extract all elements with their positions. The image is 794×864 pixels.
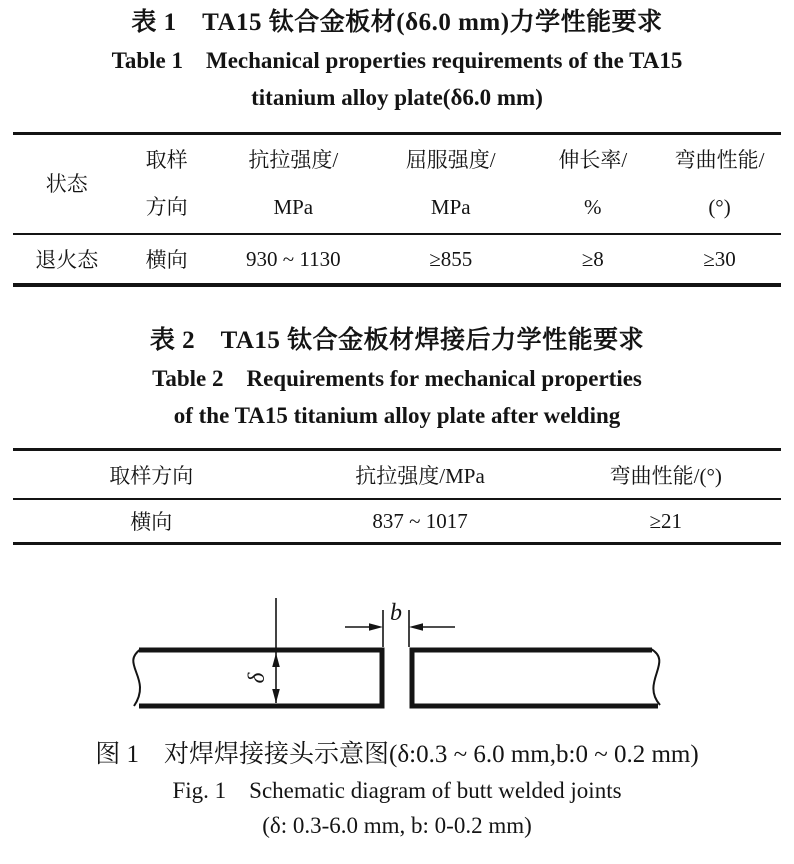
table1-header-elongation <box>528 135 659 233</box>
table2-data-row <box>13 500 781 542</box>
arrowhead-left-icon <box>409 623 423 630</box>
header-text: 状态 <box>45 171 88 196</box>
header-text: 抗拉强度/ <box>248 148 339 172</box>
header-text: 弯曲性能/ <box>674 148 765 172</box>
figure1-caption-zh: 图 1 对焊焊接接头示意图(δ:0.3 ~ 6.0 mm,b:0 ~ 0.2 mm) <box>95 741 699 768</box>
table1-cell-tensile: 930 ~ 1130 <box>246 246 341 271</box>
table1-header-bending <box>658 135 781 233</box>
table1-title-zh: 表 1 TA15 钛合金板材(δ6.0 mm)力学性能要求 <box>131 9 663 36</box>
arrowhead-down-icon <box>272 689 280 703</box>
table2-title-zh: 表 2 TA15 钛合金板材焊接后力学性能要求 <box>149 327 645 354</box>
arrowhead-up-icon <box>272 653 280 667</box>
table1-header-tensile-strength <box>213 135 374 233</box>
table2-cell-tensile: 837 ~ 1017 <box>372 508 468 533</box>
table1-title-en-line1: Table 1 Mechanical properties requirements of the TA15 <box>111 48 683 73</box>
table2-title-en-line1: Table 2 Requirements for mechanical properties <box>152 366 642 391</box>
header-text: % <box>584 195 602 219</box>
table2-cell-bending: ≥21 <box>649 508 683 533</box>
table1-header-sampling-direction <box>121 135 213 233</box>
figure1-caption-en-line2: (δ: 0.3-6.0 mm, b: 0-0.2 mm) <box>262 813 532 838</box>
table1-header-state <box>13 135 121 233</box>
header-text: MPa <box>273 195 314 219</box>
table1-header-row <box>13 135 781 233</box>
table1-cell-direction: 横向 <box>145 248 188 272</box>
figure1-caption-en-line1: Fig. 1 Schematic diagram of butt welded joints <box>172 778 622 803</box>
b-label: b <box>390 600 402 626</box>
table1-title-block <box>0 4 794 116</box>
right-plate <box>410 648 660 709</box>
table1-cell-state: 退火态 <box>35 248 99 272</box>
table1 <box>13 132 781 287</box>
header-text: 取样 <box>145 148 188 172</box>
table1-header-yield-strength <box>374 135 528 233</box>
table1-cell-yield: ≥855 <box>429 246 473 271</box>
header-text: 屈服强度/ <box>405 148 496 172</box>
table2-header-sampling-direction: 取样方向 <box>109 463 194 488</box>
table2 <box>13 448 781 545</box>
welded-joint-schematic <box>0 588 794 738</box>
header-text: MPa <box>430 195 471 219</box>
table2-header-tensile-strength: 抗拉强度/MPa <box>355 463 485 488</box>
right-break-line <box>651 649 660 705</box>
header-text: 方向 <box>145 195 188 219</box>
table1-data-row <box>13 235 781 283</box>
header-text: (°) <box>708 195 731 219</box>
table2-title-en-line2: of the TA15 titanium alloy plate after welding <box>173 403 621 428</box>
figure1-caption-block <box>0 736 794 843</box>
arrowhead-right-icon <box>369 623 383 630</box>
figure1-diagram <box>0 588 794 738</box>
table1-cell-elongation: ≥8 <box>581 246 604 271</box>
table2-header-bending: 弯曲性能/(°) <box>609 463 722 488</box>
table2-title-block <box>0 322 794 434</box>
table2-header-row <box>13 451 781 498</box>
table1-cell-bending: ≥30 <box>703 246 736 271</box>
left-break-line <box>133 649 141 706</box>
delta-label: δ <box>244 672 269 684</box>
table1-title-en-line2: titanium alloy plate(δ6.0 mm) <box>251 85 543 110</box>
table2-cell-direction: 横向 <box>130 510 173 534</box>
header-text: 伸长率/ <box>558 148 628 172</box>
